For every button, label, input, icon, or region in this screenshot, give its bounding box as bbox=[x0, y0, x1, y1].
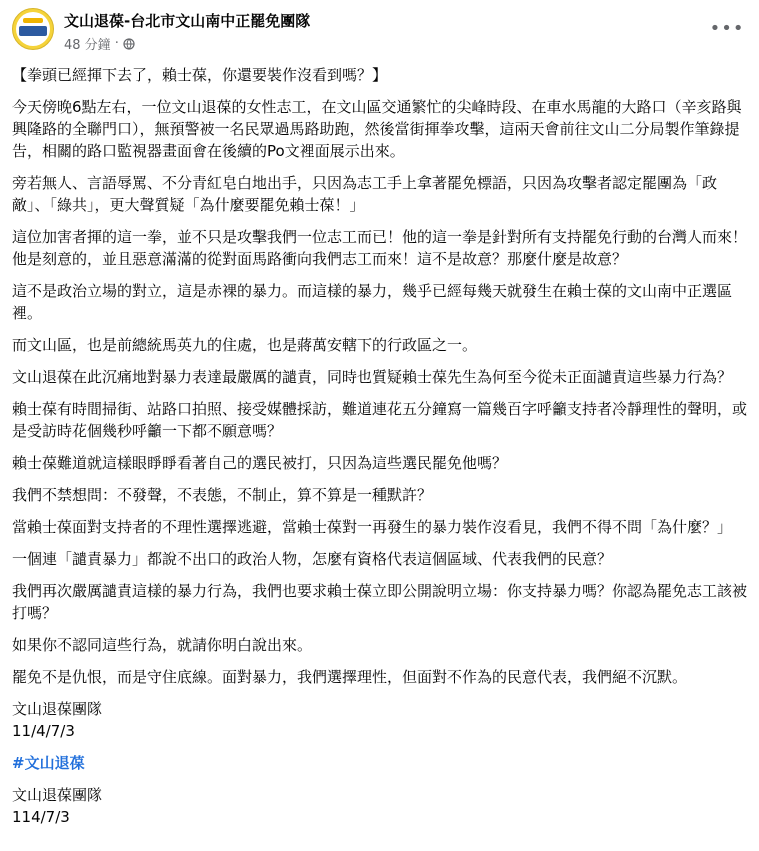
signature-date: 11/4/7/3 bbox=[12, 722, 75, 740]
author-name[interactable]: 文山退葆-台北市文山南中正罷免團隊 bbox=[64, 12, 311, 30]
post-paragraph: 我們再次嚴厲譴責這樣的暴力行為，我們也要求賴士葆立即公開說明立場：你支持暴力嗎？你認為罷免志工該被打嗎？ bbox=[12, 582, 748, 622]
post-time[interactable]: 48 分鐘 bbox=[64, 38, 111, 53]
post-paragraph: 旁若無人、言語辱罵、不分青紅皂白地出手，只因為志工手上拿著罷免標語，只因為攻擊者認定罷團為「政敵」、「綠共」，更大聲質疑「為什麼要罷免賴士葆！」 bbox=[12, 174, 718, 214]
post-meta bbox=[64, 34, 135, 53]
signature-date: 114/7/3 bbox=[12, 808, 70, 826]
post-paragraph: 如果你不認同這些行為，就請你明白說出來。 bbox=[12, 636, 313, 654]
post-body bbox=[12, 64, 747, 838]
post-paragraph: 一個連「譴責暴力」都說不出口的政治人物，怎麼有資格代表這個區域、代表我們的民意？ bbox=[12, 550, 613, 568]
post-paragraph: 文山退葆在此沉痛地對暴力表達最嚴厲的譴責，同時也質疑賴士葆先生為何至今從未正面譴責這些暴力行為？ bbox=[12, 368, 733, 386]
post-paragraph: 賴士葆有時間掃街、站路口拍照、接受媒體採訪，難道連花五分鐘寫一篇幾百字呼籲支持者冷靜理性的聲明，或是受訪時花個幾秒呼籲一下都不願意嗎？ bbox=[12, 400, 748, 440]
signature-team: 文山退葆團隊 bbox=[12, 700, 103, 718]
more-options-icon[interactable]: ••• bbox=[709, 17, 745, 39]
post-paragraph: 賴士葆難道就這樣眼睜睜看著自己的選民被打，只因為這些選民罷免他嗎？ bbox=[12, 454, 508, 472]
hashtag-link[interactable]: #文山退葆 bbox=[12, 754, 85, 772]
avatar[interactable] bbox=[12, 8, 54, 50]
post-paragraph: 【拳頭已經揮下去了，賴士葆，你還要裝作沒看到嗎？】 bbox=[12, 66, 388, 84]
post-paragraph: 這位加害者揮的這一拳，並不只是攻擊我們一位志工而已！他的這一拳是針對所有支持罷免行動的台灣人而來！他是刻意的，並且惡意滿滿的從對面馬路衝向我們志工而來！這不是故意？那麼什麼是故意？ bbox=[12, 228, 748, 268]
globe-icon[interactable] bbox=[123, 38, 135, 50]
post-paragraph: 我們不禁想問：不發聲，不表態，不制止，算不算是一種默許？ bbox=[12, 486, 433, 504]
post-paragraph: 今天傍晚6點左右，一位文山退葆的女性志工，在文山區交通繁忙的尖峰時段、在車水馬龍的大路口（辛亥路與興隆路的全聯門口），無預警被一名民眾過馬路助跑，然後當街揮拳攻擊，這兩天會前往文山二分局製作筆錄提告，相關的路口監視器畫面會在後續的Po文裡面展示出來。 bbox=[12, 98, 742, 160]
post-paragraph: 這不是政治立場的對立，這是赤裸的暴力。而這樣的暴力，幾乎已經每幾天就發生在賴士葆的文山南中正選區裡。 bbox=[12, 282, 733, 322]
post-paragraph: 而文山區，也是前總統馬英九的住處，也是蔣萬安轄下的行政區之一。 bbox=[12, 336, 478, 354]
post-header bbox=[12, 8, 747, 56]
post-paragraph: 罷免不是仇恨，而是守住底線。面對暴力，我們選擇理性，但面對不作為的民意代表，我們絕不沉默。 bbox=[12, 668, 688, 686]
post-paragraph: 當賴士葆面對支持者的不理性選擇逃避，當賴士葆對一再發生的暴力裝作沒看見，我們不得不問「為什麼？」 bbox=[12, 518, 733, 536]
meta-separator: · bbox=[114, 36, 119, 51]
signature-block bbox=[12, 698, 747, 742]
signature-team: 文山退葆團隊 bbox=[12, 786, 103, 804]
signature-block bbox=[12, 784, 747, 828]
